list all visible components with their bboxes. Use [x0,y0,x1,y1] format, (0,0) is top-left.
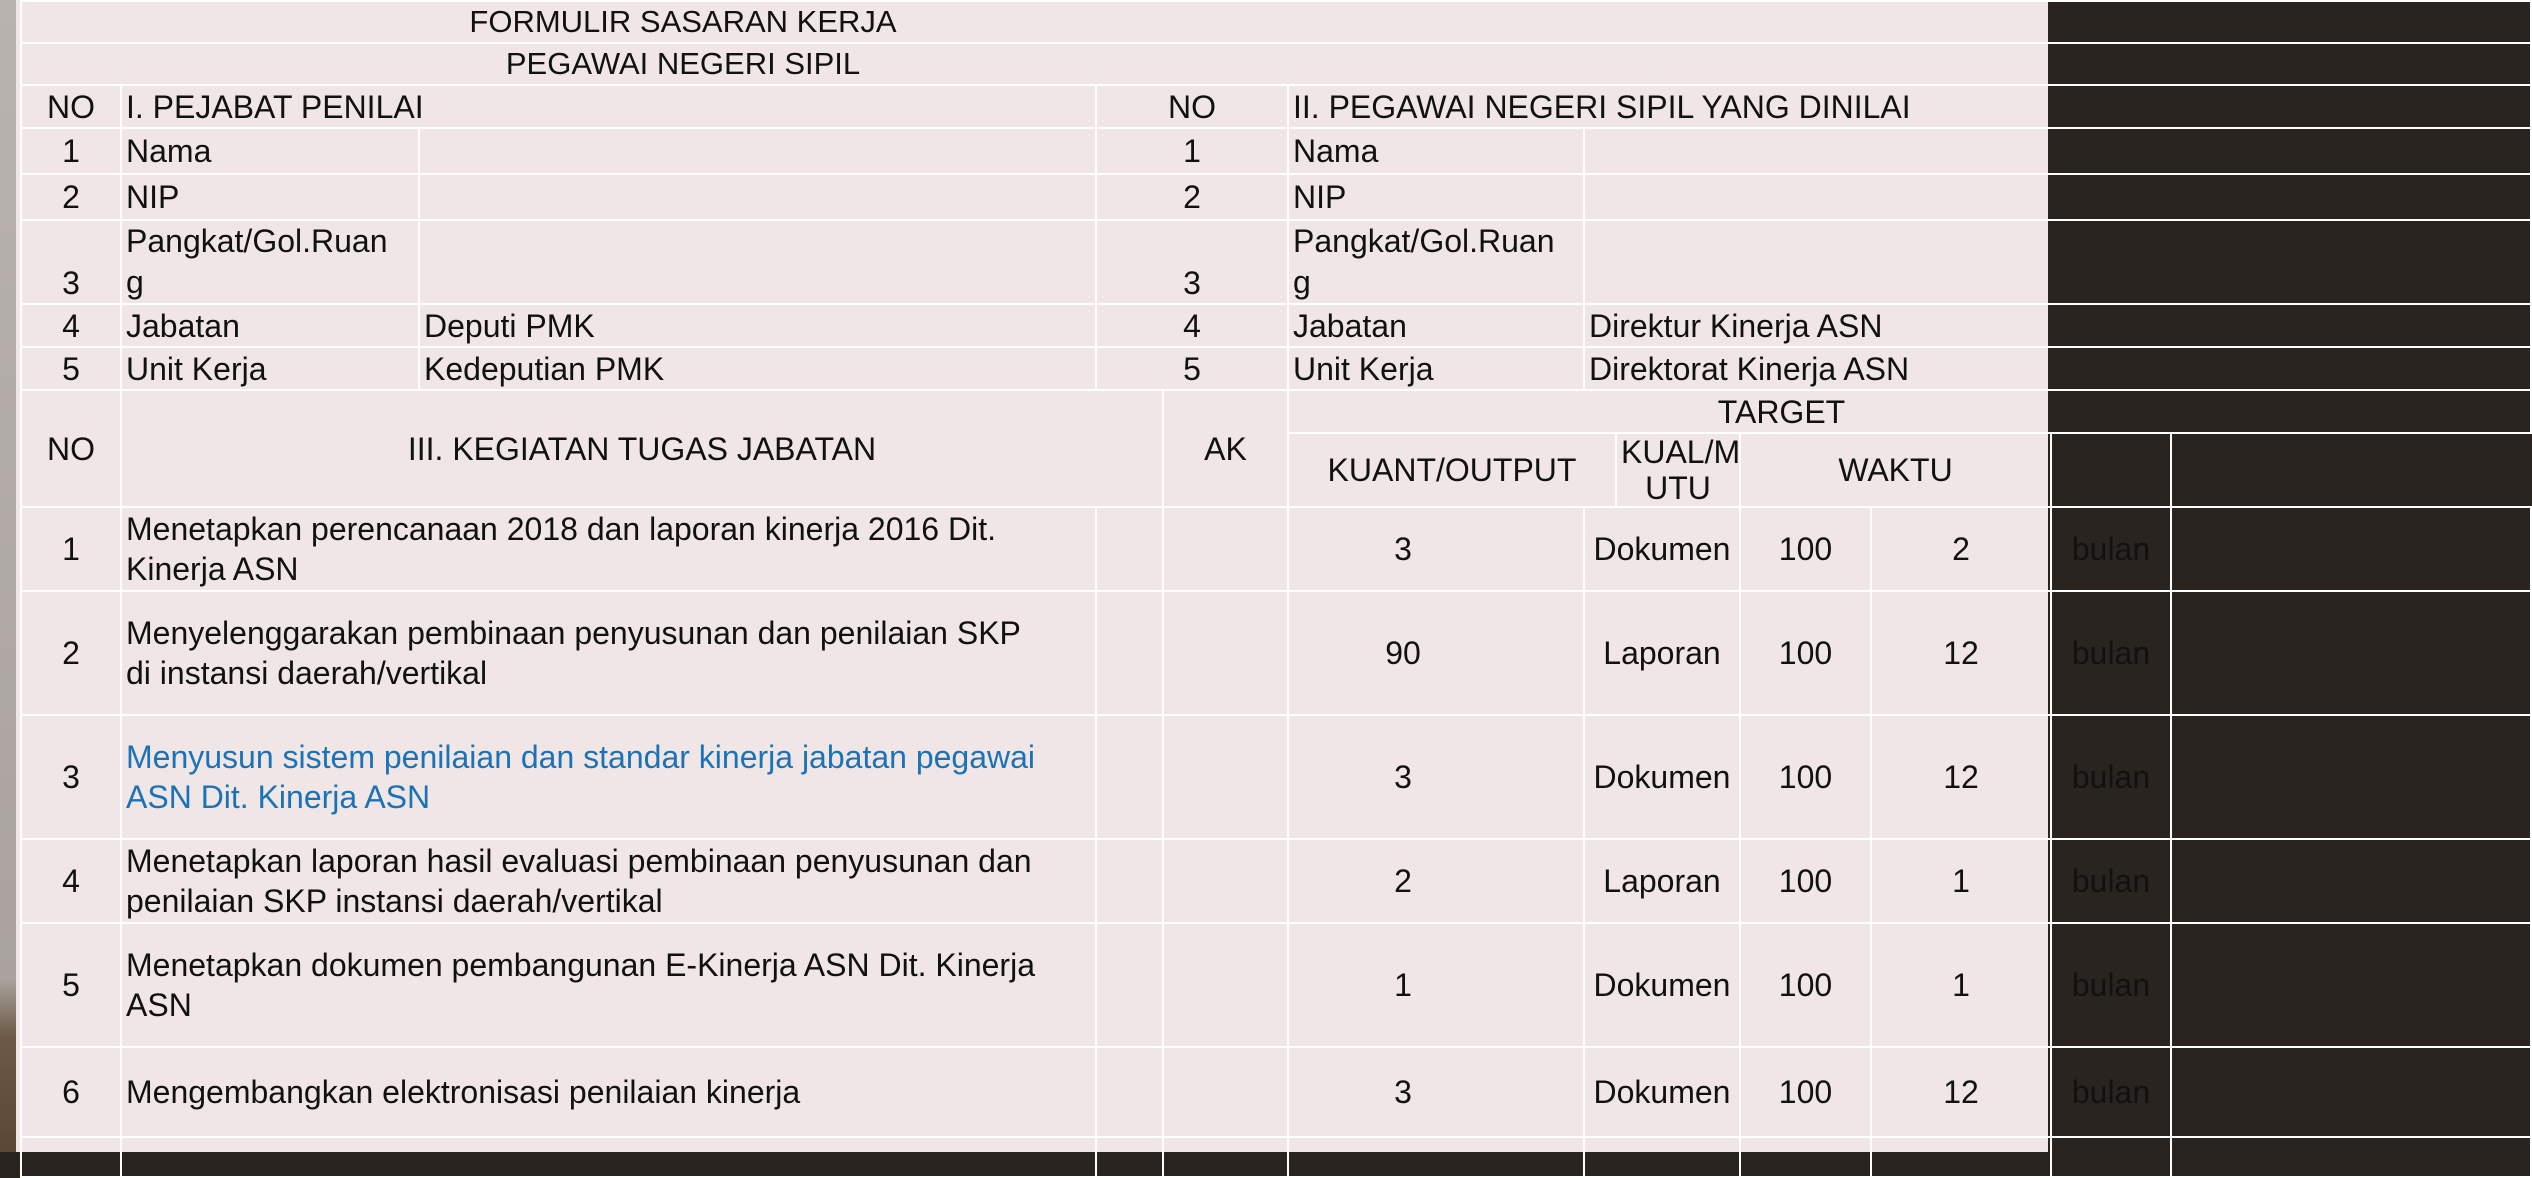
activity-description [121,507,1096,591]
activity-output: Dokumen [1584,507,1740,591]
title-row-2 [21,43,2531,85]
activity-no: 2 [21,591,121,715]
activity-line1: Menetapkan dokumen pembangunan E-Kinerja ASN Dit. Kinerja [126,947,1035,983]
activity-kuant: 2 [1288,839,1584,923]
activity-row [21,1047,2531,1137]
target-header: TARGET [1288,390,2531,433]
activity-unit: bulan [2051,839,2171,923]
activity-output: Laporan [1584,839,1740,923]
s1-no: 3 [21,220,121,304]
activity-waktu: 12 [1871,1047,2051,1137]
activity-description [121,839,1096,923]
activity-spacer [1096,923,1163,1047]
identity-row [21,347,2531,390]
activity-output: Dokumen [1584,715,1740,839]
s1-label: NIP [121,174,419,220]
s1-no: 2 [21,174,121,220]
skp-form-table [20,0,2532,1178]
s2-label: Nama [1288,128,1584,174]
activity-line1: Mengembangkan elektronisasi penilaian kinerja [126,1074,801,1110]
s2-value[interactable]: Direktur Kinerja ASN [1584,304,2531,347]
activity-waktu: 1 [1871,839,2051,923]
s2-label-line2: g [1293,264,1311,300]
kual-mutu-header [1616,433,1740,507]
s2-label: NIP [1288,174,1584,220]
s1-label: Jabatan [121,304,419,347]
activity-row [21,923,2531,1047]
activity-waktu: 2 [1871,507,2051,591]
activity-kuant: 3 [1288,507,1584,591]
identity-row [21,220,2531,304]
activity-kual: 100 [1740,1047,1871,1137]
activity-kuant: 90 [1288,591,1584,715]
s1-label: Nama [121,128,419,174]
activity-kual: 100 [1740,923,1871,1047]
activity-kual: 100 [1740,507,1871,591]
waktu-header: WAKTU [1740,433,2051,507]
activity-waktu: 12 [1871,715,2051,839]
activity-waktu: 1 [1871,923,2051,1047]
s2-no: 4 [1096,304,1288,347]
activity-unit: bulan [2051,507,2171,591]
s1-value[interactable] [419,174,1096,220]
activity-extra [2171,507,2531,591]
activity-kuant: 3 [1288,715,1584,839]
activity-line1: Menetapkan perencanaan 2018 dan laporan kinerja 2016 Dit. [126,511,996,547]
s1-value[interactable] [419,128,1096,174]
activity-line2: ASN Dit. Kinerja ASN [126,779,431,815]
activity-kuant: 1 [1288,923,1584,1047]
activity-row [21,715,2531,839]
s2-value[interactable] [1584,220,2531,304]
s2-label: Unit Kerja [1288,347,1584,390]
identity-row [21,174,2531,220]
extra-header [2051,433,2171,507]
s2-value[interactable]: Direktorat Kinerja ASN [1584,347,2531,390]
activity-description [121,923,1096,1047]
activity-extra [2171,1047,2531,1137]
s1-value[interactable]: Kedeputian PMK [419,347,1096,390]
title-row-1 [21,1,2531,43]
activity-spacer [1096,507,1163,591]
activity-line1: Menyelenggarakan pembinaan penyusunan dan penilaian SKP [126,615,1021,651]
activity-spacer [1096,715,1163,839]
activity-description [121,1047,1096,1137]
s2-value[interactable] [1584,128,2531,174]
s1-label-line1: Pangkat/Gol.Ruan [126,223,388,259]
kual-header-line1: KUAL/M [1621,434,1741,470]
activity-line1: Menyusun sistem penilaian dan standar kinerja jabatan pegawai [126,739,1036,775]
activity-output: Dokumen [1584,1047,1740,1137]
activity-ak [1163,715,1288,839]
kegiatan-header: III. KEGIATAN TUGAS JABATAN [121,390,1163,507]
activity-extra [2171,839,2531,923]
no-header-2: NO [1096,85,1288,128]
activity-no: 6 [21,1047,121,1137]
activity-kual: 100 [1740,715,1871,839]
s2-label [1288,220,1584,304]
s2-no: 1 [1096,128,1288,174]
s1-label-line2: g [126,264,144,300]
activity-output: Dokumen [1584,923,1740,1047]
s1-label [121,220,419,304]
kuant-output-header: KUANT/OUTPUT [1288,433,1616,507]
activity-no: 5 [21,923,121,1047]
identity-row [21,304,2531,347]
activity-line2: di instansi daerah/vertikal [126,655,488,691]
s1-no: 5 [21,347,121,390]
s1-label: Unit Kerja [121,347,419,390]
pejabat-penilai-header: I. PEJABAT PENILAI [121,85,1096,128]
s1-value[interactable]: Deputi PMK [419,304,1096,347]
ak-header: AK [1163,390,1288,507]
activity-line1: Menetapkan laporan hasil evaluasi pembinaan penyusunan dan [126,843,1032,879]
activity-ak [1163,923,1288,1047]
activity-kual: 100 [1740,591,1871,715]
activity-header-row [21,390,2531,433]
s1-no: 1 [21,128,121,174]
activity-unit: bulan [2051,1047,2171,1137]
pns-dinilai-header: II. PEGAWAI NEGERI SIPIL YANG DINILAI [1288,85,2531,128]
activity-description-highlighted[interactable] [121,715,1096,839]
activity-spacer [1096,591,1163,715]
window-left-edge [0,0,16,1152]
activity-description [121,591,1096,715]
activity-output: Laporan [1584,591,1740,715]
identity-row [21,128,2531,174]
s2-value[interactable] [1584,174,2531,220]
form-subtitle: PEGAWAI NEGERI SIPIL [21,43,2531,85]
s2-no: 5 [1096,347,1288,390]
activity-kuant: 3 [1288,1047,1584,1137]
activity-ak [1163,507,1288,591]
activity-spacer [1096,839,1163,923]
no-header-1: NO [21,85,121,128]
activity-ak [1163,1047,1288,1137]
section-header-row [21,85,2531,128]
activity-line2: ASN [126,987,192,1023]
activity-line2: penilaian SKP instansi daerah/vertikal [126,883,663,919]
kual-header-line2: UTU [1645,470,1711,506]
form-title: FORMULIR SASARAN KERJA [21,1,2531,43]
activity-extra [2171,923,2531,1047]
activity-unit: bulan [2051,923,2171,1047]
activity-waktu: 12 [1871,591,2051,715]
s2-label: Jabatan [1288,304,1584,347]
activity-extra [2171,591,2531,715]
s1-no: 4 [21,304,121,347]
activity-spacer [1096,1047,1163,1137]
activity-no: 1 [21,507,121,591]
activity-extra [2171,715,2531,839]
activity-row [21,591,2531,715]
table-row-partial [21,1137,2531,1177]
activity-no: 4 [21,839,121,923]
activity-ak [1163,591,1288,715]
activity-line2: Kinerja ASN [126,551,299,587]
activity-unit: bulan [2051,591,2171,715]
s2-no: 3 [1096,220,1288,304]
spreadsheet-sheet [16,0,2151,1152]
activity-ak [1163,839,1288,923]
activity-kual: 100 [1740,839,1871,923]
activity-row [21,507,2531,591]
s2-no: 2 [1096,174,1288,220]
no-header-3: NO [21,390,121,507]
s1-value[interactable] [419,220,1096,304]
activity-no: 3 [21,715,121,839]
activity-row [21,839,2531,923]
activity-unit: bulan [2051,715,2171,839]
s2-label-line1: Pangkat/Gol.Ruan [1293,223,1555,259]
